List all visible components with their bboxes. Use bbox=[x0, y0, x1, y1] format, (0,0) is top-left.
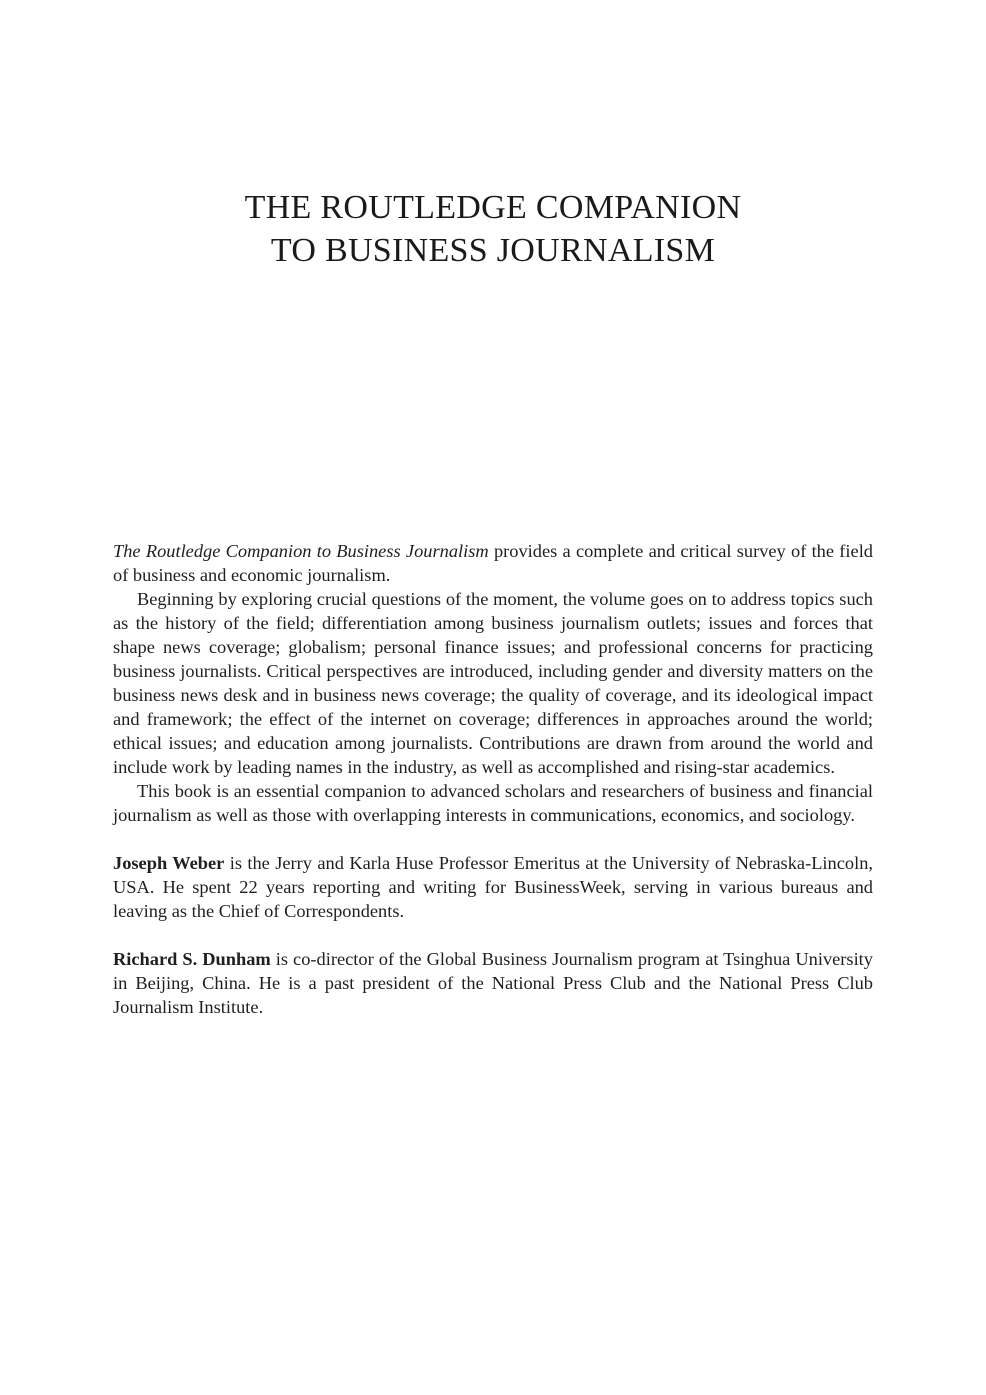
author-bio-2 bbox=[113, 947, 873, 1019]
book-description bbox=[113, 539, 873, 1019]
description-paragraph-2: Beginning by exploring crucial questions of the moment, the volume goes on to address topics such as the history of the field; differentiation among business journalism outlets; issues and forces that shape news coverage; globalism; personal finance issues; and professional concerns for practicing business journalists. Critical perspectives are introduced, including gender and diversity matters on the business news desk and in business news coverage; the quality of coverage, and its ideological impact and framework; the effect of the internet on coverage; differences in approaches around the world; ethical issues; and education among journalists. Contributions are drawn from around the world and include work by leading names in the industry, as well as accomplished and rising-star academics. bbox=[113, 589, 873, 777]
book-title-line-1: THE ROUTLEDGE COMPANION bbox=[244, 189, 742, 226]
description-paragraph-3: This book is an essential companion to advanced scholars and researchers of business and financial journalism as well as those with overlapping interests in communications, economics, and sociology. bbox=[113, 781, 873, 825]
author-bio-text-1: is the Jerry and Karla Huse Professor Emeritus at the University of Nebraska-Lincoln, USA. He spent 22 years reporting and writing for BusinessWeek, serving in various bureaus and leaving as the Chief of Correspondents. bbox=[113, 853, 873, 921]
book-title bbox=[0, 186, 986, 272]
book-title-italic: The Routledge Companion to Business Journalism bbox=[113, 541, 489, 561]
author-name-2: Richard S. Dunham bbox=[113, 949, 271, 969]
author-bio-1 bbox=[113, 851, 873, 923]
description-paragraph-1 bbox=[113, 539, 873, 587]
description-paragraph-1-text: provides a complete and critical survey of the field of business and economic journalism. bbox=[113, 541, 873, 585]
book-title-line-2: TO BUSINESS JOURNALISM bbox=[270, 232, 716, 269]
author-bio-text-2: is co-director of the Global Business Journalism program at Tsinghua University in Beijing, China. He is a past president of the National Press Club and the National Press Club Journalism Institute. bbox=[113, 949, 873, 1017]
author-name-1: Joseph Weber bbox=[113, 853, 225, 873]
